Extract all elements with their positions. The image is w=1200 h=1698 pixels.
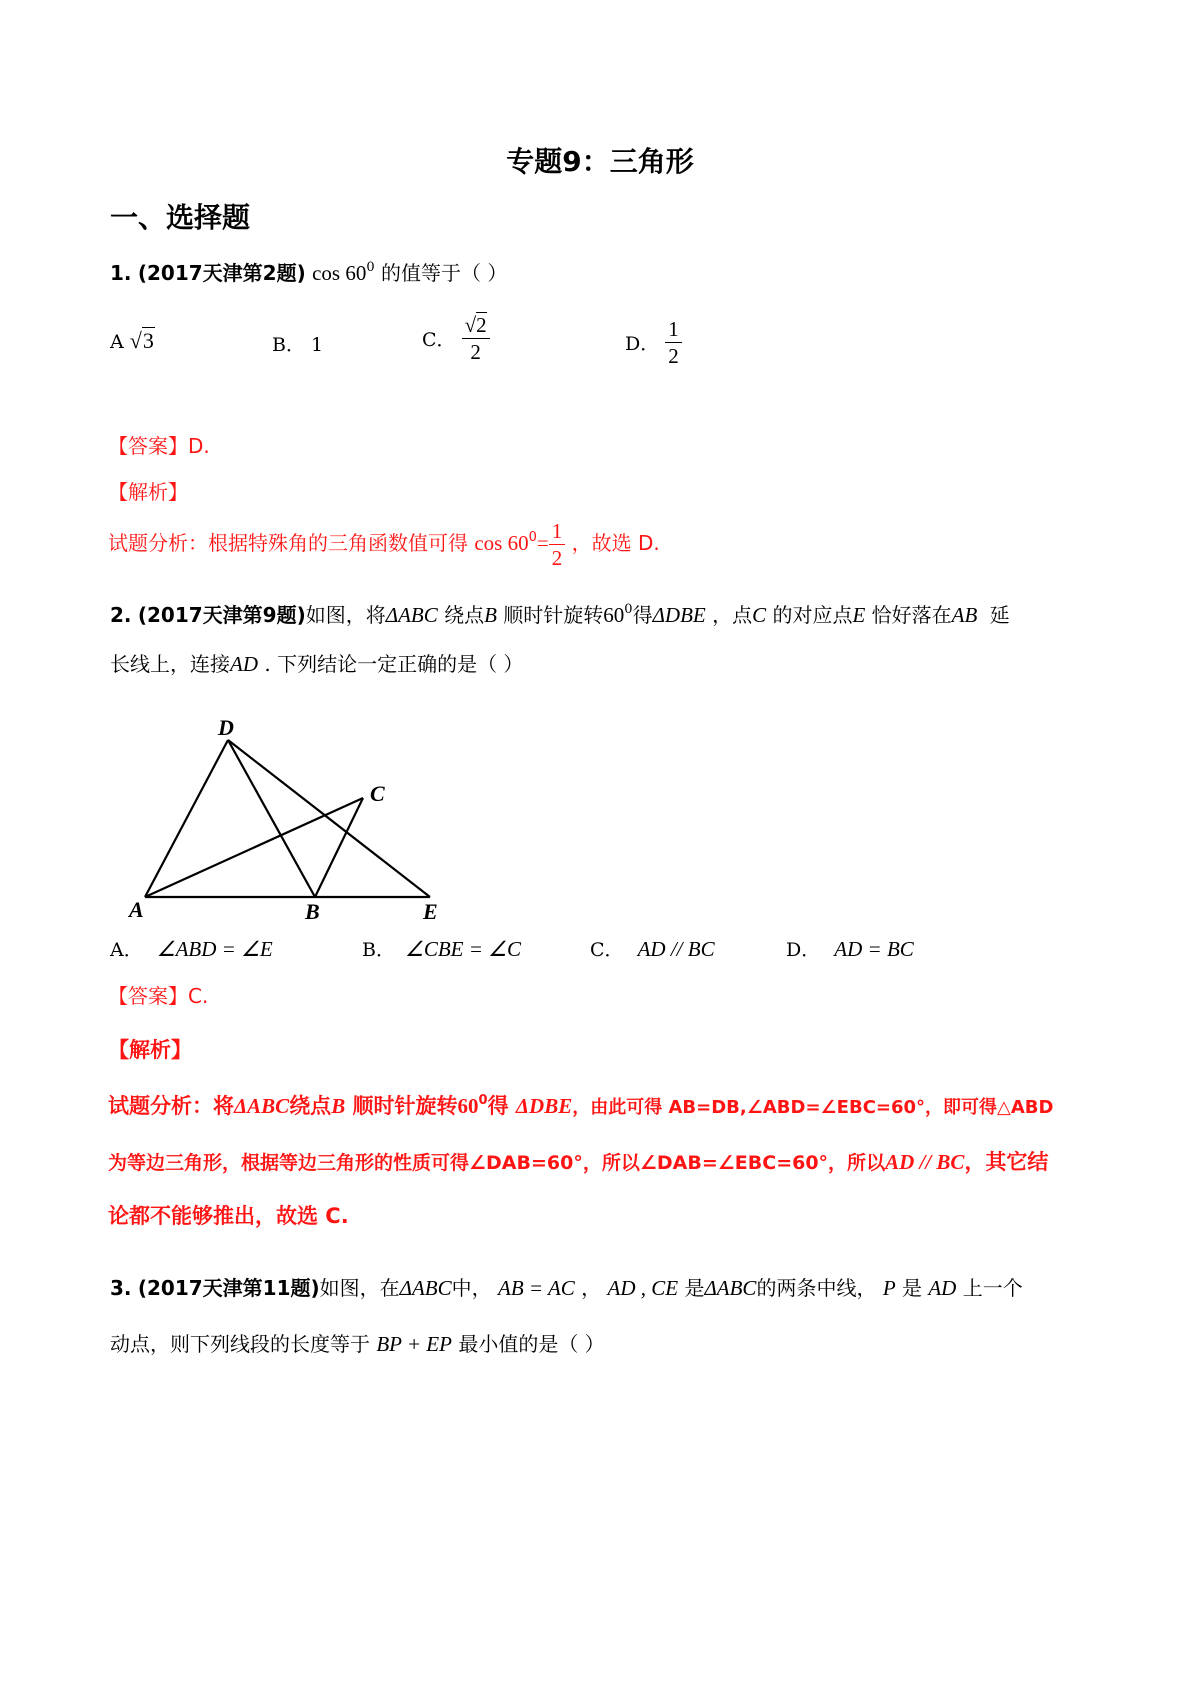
- denominator: 2: [470, 340, 481, 364]
- point-b: B: [484, 603, 497, 627]
- angle-value: 60: [457, 1094, 479, 1118]
- option-label: C．: [590, 939, 624, 961]
- point-e: E: [852, 603, 866, 627]
- option-expression: AD = BC: [834, 937, 914, 961]
- analysis-text: 为等边三角形，根据等边三角形的性质可得∠DAB=60°，所以∠DAB=∠EBC=60°，所以: [108, 1152, 886, 1174]
- analysis-text: ，由此可得 AB=DB,∠ABD=∠EBC=60°，即可得△ABD: [572, 1097, 1054, 1118]
- answer-1: 【答案】D.: [108, 434, 210, 458]
- stem-text: 得: [632, 603, 653, 627]
- analysis-text: 得: [487, 1094, 509, 1118]
- option-c-label: C．: [422, 329, 456, 351]
- point-p: P: [882, 1276, 896, 1300]
- label-e: E: [423, 899, 438, 920]
- fraction: [549, 518, 566, 571]
- analysis-label-2: 【解析】: [108, 1038, 192, 1062]
- analysis-text: 试题分析：将: [108, 1094, 234, 1118]
- stem-text: 长线上，连接: [110, 652, 230, 676]
- fraction: $\frac{√2}{2}$: [462, 312, 490, 365]
- option-expression: ∠CBE = ∠C: [405, 937, 522, 961]
- degree-superscript: 0: [528, 530, 537, 545]
- triangle-abc: ΔABC: [399, 1276, 452, 1300]
- stem-text: ，: [581, 1276, 602, 1300]
- stem-text: 的两条中线，: [756, 1276, 877, 1300]
- question-number: 1.: [110, 261, 132, 285]
- question-3-stem-line1: [110, 1276, 1023, 1300]
- section-heading: 一、选择题: [110, 201, 251, 234]
- option-a-label: A: [110, 331, 124, 353]
- radicand: 3: [142, 328, 154, 353]
- analysis-conclusion: ，故选 D.: [571, 531, 660, 555]
- option-d-label: D．: [625, 333, 660, 355]
- numerator: 1: [665, 316, 682, 343]
- degree-superscript: 0: [624, 602, 633, 617]
- segment-ad: AD: [928, 1276, 957, 1300]
- question-number: 2.: [110, 603, 132, 627]
- option-c: [422, 312, 490, 365]
- parallel-expression: AD // BC: [885, 1150, 965, 1174]
- question-2-stem-line2: [110, 652, 523, 676]
- label-b: B: [305, 899, 320, 920]
- angle-value: 60: [603, 603, 625, 627]
- option-expression: ∠ABD = ∠E: [156, 937, 273, 961]
- option-d: [625, 316, 682, 369]
- triangle-abc: ΔABC: [385, 603, 438, 627]
- question-2-stem-line1: [110, 598, 1010, 627]
- analysis-1: [108, 518, 660, 571]
- option-label: B．: [362, 939, 395, 961]
- q2-option-b: [362, 935, 521, 962]
- equals-sign: =: [536, 531, 549, 555]
- denominator: 2: [551, 546, 563, 570]
- cos-expression: cos 60: [474, 531, 529, 555]
- question-source: (2017天津第11题): [137, 1276, 320, 1300]
- equation-ab-ac: AB = AC: [498, 1276, 575, 1300]
- label-d: D: [218, 715, 234, 740]
- fraction: [665, 316, 682, 369]
- cos-expression: cos 60: [312, 261, 367, 285]
- segment-de-line: [228, 740, 430, 897]
- analysis-2-line3: 论都不能够推出，故选 C.: [108, 1204, 349, 1228]
- stem-text: 上一个: [962, 1276, 1023, 1300]
- segment-ad-line: [145, 740, 228, 897]
- analysis-text: 试题分析：根据特殊角的三角函数值可得: [108, 531, 468, 555]
- option-label: D．: [786, 939, 821, 961]
- triangle-dbe: ΔDBE: [515, 1094, 573, 1118]
- stem-text: 最小值的是（ ）: [458, 1332, 605, 1356]
- q2-option-d: [786, 935, 914, 962]
- question-stem-text: 的值等于（ ）: [381, 261, 508, 285]
- option-expression: AD // BC: [637, 937, 715, 961]
- stem-text: 中，: [451, 1276, 492, 1300]
- stem-text: 是: [684, 1276, 705, 1300]
- analysis-text: ，其它结: [964, 1150, 1049, 1174]
- q2-option-a: [110, 935, 273, 962]
- stem-text: 恰好落在: [871, 603, 952, 627]
- label-c: C: [370, 781, 385, 806]
- numerator: 2: [476, 313, 487, 337]
- triangle-figure: [120, 710, 460, 920]
- stem-text: 延: [989, 603, 1010, 627]
- analysis-2-line1: [108, 1090, 1053, 1120]
- question-source: (2017天津第2题): [137, 261, 306, 285]
- answer-2: 【答案】C.: [108, 984, 209, 1008]
- degree-superscript: 0: [478, 1093, 488, 1108]
- triangle-abc: ΔABC: [704, 1276, 757, 1300]
- segment-ab: AB: [951, 603, 978, 627]
- stem-text: 如图，在: [319, 1276, 400, 1300]
- triangle-abc: ΔABC: [234, 1094, 290, 1118]
- stem-text: ，点: [712, 603, 753, 627]
- stem-text: 是: [902, 1276, 922, 1300]
- point-b: B: [331, 1094, 346, 1118]
- degree-superscript: 0: [366, 260, 375, 275]
- stem-text: 顺时针旋转: [503, 603, 604, 627]
- stem-text: 如图，将: [305, 603, 386, 627]
- segment-db-line: [228, 740, 315, 897]
- q2-option-c: [590, 935, 715, 962]
- option-b: B． 1: [272, 334, 324, 356]
- stem-text: 的对应点: [772, 603, 853, 627]
- analysis-text: 顺时针旋转: [352, 1094, 458, 1118]
- label-a: A: [129, 897, 144, 920]
- stem-text: 动点，则下列线段的长度等于: [110, 1332, 370, 1356]
- stem-text: 绕点: [444, 603, 485, 627]
- page-title: 专题9：三角形: [506, 145, 694, 178]
- numerator: 1: [549, 518, 566, 545]
- option-label: A．: [110, 939, 143, 961]
- question-3-stem-line2: [110, 1332, 605, 1356]
- segment-ac-line: [145, 798, 363, 897]
- question-number: 3.: [110, 1276, 132, 1300]
- option-a: [110, 328, 155, 354]
- analysis-label-1: 【解析】: [108, 480, 188, 504]
- analysis-2-line2: [108, 1146, 1048, 1176]
- segments-ad-ce: AD , CE: [607, 1276, 679, 1300]
- denominator: 2: [668, 344, 679, 368]
- analysis-text: 绕点: [289, 1094, 332, 1118]
- expression-bp-ep: BP + EP: [376, 1332, 452, 1356]
- triangle-dbe: ΔDBE: [652, 603, 706, 627]
- question-1-stem: [110, 256, 507, 285]
- segment-ad: AD: [230, 652, 258, 676]
- sqrt-expression: √3: [129, 328, 154, 353]
- question-source: (2017天津第9题): [137, 603, 306, 627]
- stem-text: . 下列结论一定正确的是（ ）: [264, 652, 524, 676]
- point-c: C: [752, 603, 767, 627]
